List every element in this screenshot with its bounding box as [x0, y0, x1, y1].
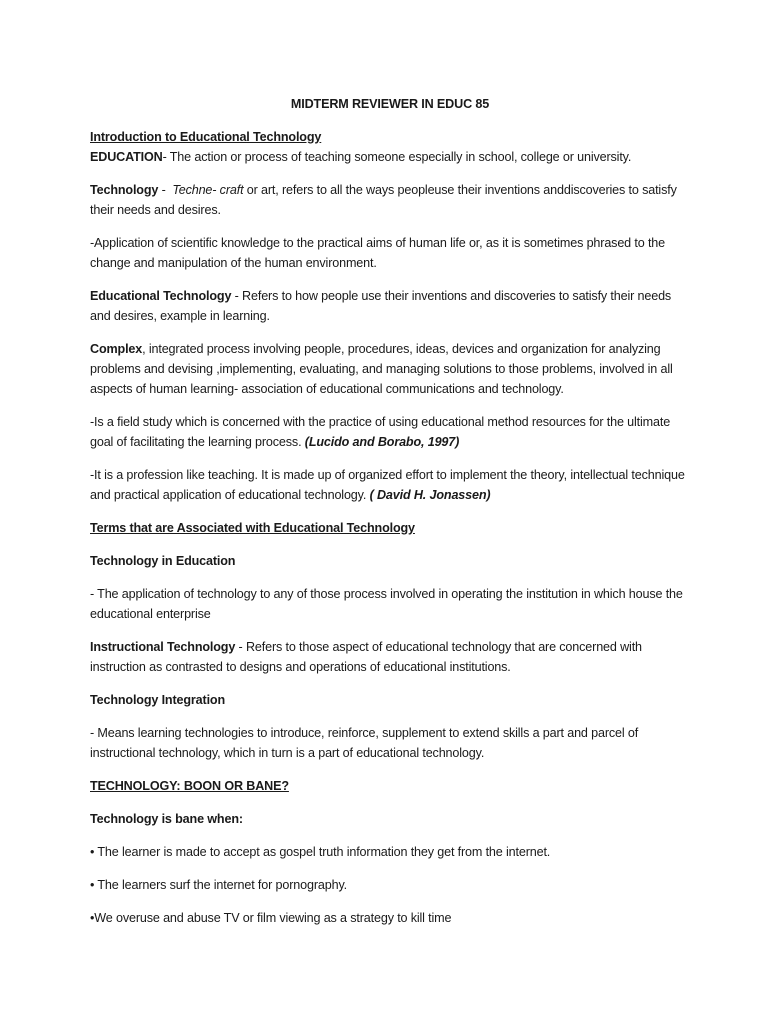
tech-in-education-def: - The application of technology to any of those process involved in operating the institution in which house the educational enterprise: [90, 587, 683, 621]
tech-in-education-heading: Technology in Education: [90, 554, 236, 568]
technology-dash: -: [158, 183, 173, 197]
bane-heading: Technology is bane when:: [90, 812, 243, 826]
profession-citation: ( David H. Jonassen): [369, 488, 491, 502]
ed-tech-def: - Refers to how people use their inventions and discoveries to satisfy their needs and desires, example in learning.: [90, 289, 672, 323]
technology-etymology: Techne- craft: [172, 183, 244, 197]
tech-integration-heading: Technology Integration: [90, 693, 225, 707]
document-body: [90, 94, 690, 941]
complex-definition: [90, 339, 690, 399]
bullet-item: •We overuse and abuse TV or film viewing as a strategy to kill time: [90, 911, 452, 925]
education-def: - The action or process of teaching someone especially in school, college or university.: [162, 150, 632, 164]
instructional-tech-definition: [90, 637, 690, 677]
terms-heading-text: Terms that are Associated with Educational Technology: [90, 521, 415, 535]
field-study-text: -Is a field study which is concerned with the practice of using educational method resources for the ultimate goal of facilitating the learning process.: [90, 415, 671, 449]
field-study-citation: (Lucido and Borabo, 1997): [304, 435, 460, 449]
instructional-tech-term: Instructional Technology: [90, 640, 236, 654]
intro-heading: [90, 127, 690, 147]
boon-bane-heading-text: TECHNOLOGY: BOON OR BANE?: [90, 779, 289, 793]
complex-def: , integrated process involving people, procedures, ideas, devices and organization for analyzing problems and devising ,implementing, evaluating, and managing solutions to those problems, involved in all aspects of human learning- association of educational communications and technology.: [90, 342, 673, 396]
tech-integration-def: - Means learning technologies to introduce, reinforce, supplement to extend skills a part and parcel of instructional technology, which in turn is a part of educational technology.: [90, 726, 639, 760]
profession-text: -It is a profession like teaching. It is made up of organized effort to implement the theory, intellectual technique and practical application of educational technology.: [90, 468, 685, 502]
complex-term: Complex: [90, 342, 143, 356]
intro-heading-text: Introduction to Educational Technology: [90, 130, 322, 144]
education-definition: [90, 147, 690, 167]
ed-tech-definition: [90, 286, 690, 326]
field-study-paragraph: [90, 412, 690, 452]
bullet-item: • The learners surf the internet for pornography.: [90, 878, 348, 892]
profession-paragraph: [90, 465, 690, 505]
instructional-tech-def: - Refers to those aspect of educational technology that are concerned with instruction as contrasted to designs and operations of educational institutions.: [90, 640, 642, 674]
document-title: MIDTERM REVIEWER IN EDUC 85: [290, 97, 490, 111]
technology-term: Technology: [90, 183, 159, 197]
education-term: EDUCATION: [90, 150, 163, 164]
terms-heading: [90, 518, 690, 538]
ed-tech-term: Educational Technology: [90, 289, 232, 303]
technology-def: or art, refers to all the ways peopleuse their inventions anddiscoveries to satisfy their needs and desires.: [90, 183, 677, 217]
boon-bane-heading: [90, 776, 690, 796]
bullet-item: • The learner is made to accept as gospel truth information they get from the internet.: [90, 845, 551, 859]
application-paragraph: -Application of scientific knowledge to the practical aims of human life or, as it is sometimes phrased to the change and manipulation of the human environment.: [90, 236, 665, 270]
technology-definition: [90, 180, 690, 220]
